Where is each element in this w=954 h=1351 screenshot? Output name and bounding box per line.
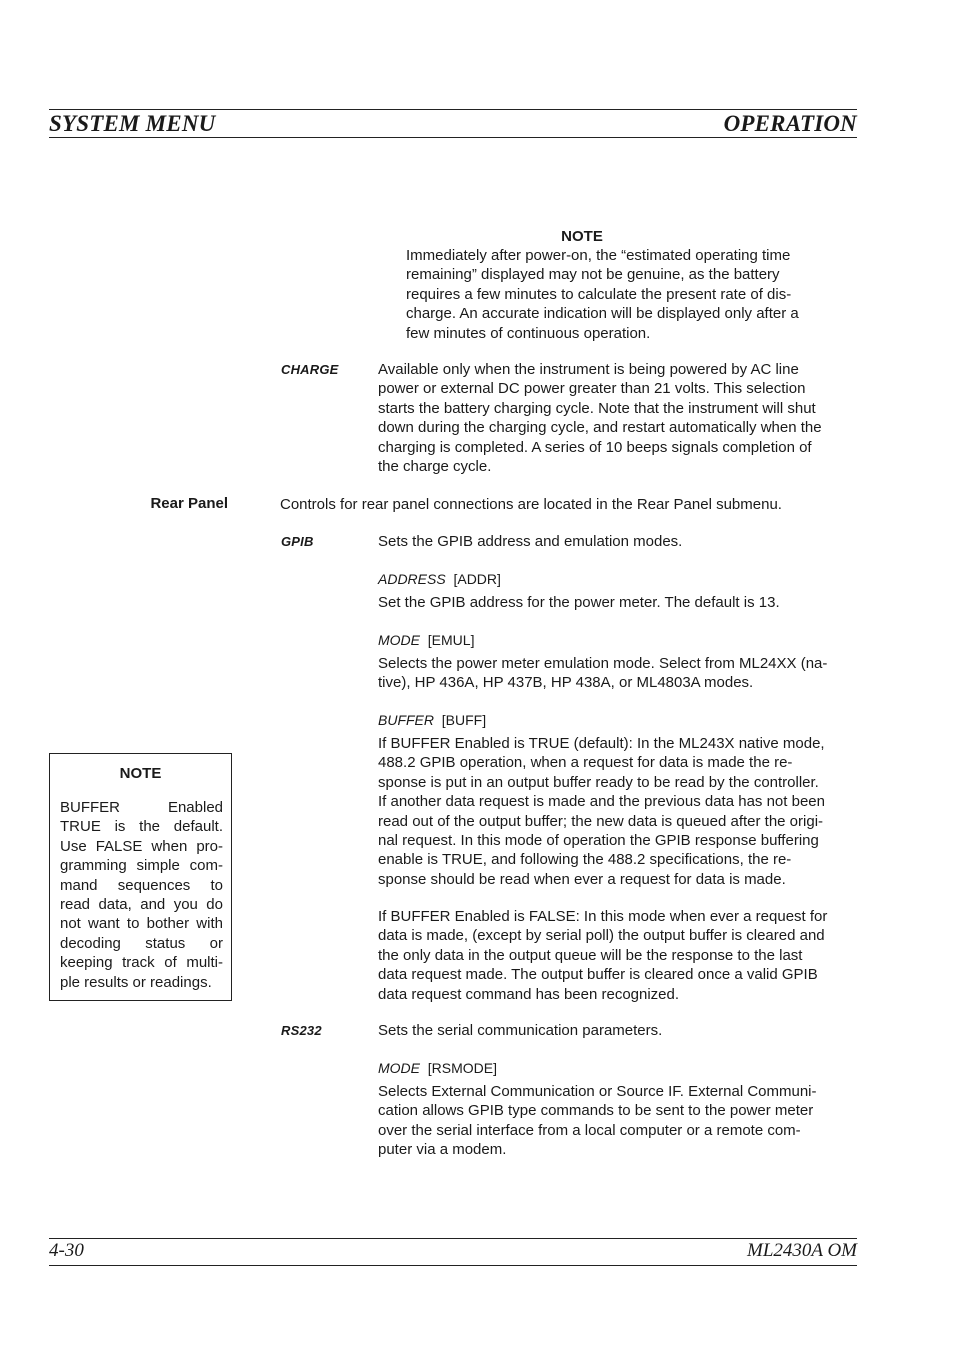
rs232-mode-line: Selects External Communication or Source IF. External Communi- <box>378 1083 817 1100</box>
charge-line: starts the battery charging cycle. Note that the instrument will shut <box>378 399 816 417</box>
gpib-mode-label <box>378 631 474 650</box>
buffer-line: data request command has been recognized. <box>378 985 680 1003</box>
side-note-line: Use FALSE when pro- <box>60 837 223 855</box>
buffer-line: enable is TRUE, and following the 488.2 specifications, the re- <box>378 851 792 869</box>
buffer-line: sponse should be read when ever a request for data is made. <box>378 870 786 888</box>
footer-page-number: 4-30 <box>49 1240 84 1261</box>
charge-line: charging is completed. A series of 10 beeps signals completion of <box>378 438 812 456</box>
header-chapter-title: OPERATION <box>723 111 857 136</box>
gpib-address-label <box>378 570 501 589</box>
rs232-description: Sets the serial communication parameters. <box>378 1022 663 1039</box>
charge-line: down during the charging cycle, and restart automatically when the <box>378 419 822 437</box>
charge-line: Available only when the instrument is being powered by AC line <box>378 361 799 378</box>
gpib-buffer-paragraph-1 <box>378 734 858 889</box>
rear-panel-heading: Rear Panel <box>150 495 228 512</box>
top-note-line: requires a few minutes to calculate the present rate of dis- <box>406 285 792 303</box>
side-note-line: BUFFER Enabled <box>60 799 223 816</box>
top-note-text <box>406 246 856 343</box>
buffer-line: If another data request is made and the previous data has not been <box>378 793 825 811</box>
charge-description <box>378 360 858 476</box>
gpib-term: GPIB <box>281 534 314 549</box>
side-note-box <box>49 753 232 1001</box>
rs232-mode-code: [RSMODE] <box>427 1060 498 1076</box>
buffer-line: the only data in the output queue will be the response to the last <box>378 946 803 964</box>
buffer-line: If BUFFER Enabled is FALSE: In this mode when ever a request for <box>378 908 828 925</box>
side-note-line: ple results or readings. <box>60 973 212 991</box>
buffer-line: data request made. The output buffer is cleared once a valid GPIB <box>378 966 818 984</box>
buffer-line: nal request. In this mode of operation the GPIB response buffering <box>378 832 819 850</box>
gpib-address-text: Set the GPIB address for the power meter. The default is 13. <box>378 594 780 611</box>
rs232-mode-line: cation allows GPIB type commands to be sent to the power meter <box>378 1102 814 1120</box>
gpib-address-code: [ADDR] <box>453 571 501 587</box>
charge-line: the charge cycle. <box>378 458 492 476</box>
side-note-line: TRUE is the default. <box>60 818 223 836</box>
rs232-term: RS232 <box>281 1023 322 1038</box>
header-bottom-rule <box>49 137 857 138</box>
rs232-mode-line: over the serial interface from a local computer or a remote com- <box>378 1121 801 1139</box>
buffer-line: If BUFFER Enabled is TRUE (default): In the ML243X native mode, <box>378 735 825 752</box>
gpib-mode-text <box>378 654 858 693</box>
side-note-title: NOTE <box>119 765 162 782</box>
side-note-line: read data, and you do <box>60 896 223 914</box>
buffer-line: data is made, (except by serial poll) the output buffer is cleared and <box>378 927 825 945</box>
side-note-line: mand sequences to <box>60 876 223 894</box>
buffer-line: 488.2 GPIB operation, when a request for data is made the re- <box>378 754 793 772</box>
header-top-rule <box>49 109 857 110</box>
footer-top-rule <box>49 1238 857 1239</box>
gpib-buffer-code: [BUFF] <box>441 712 487 728</box>
footer-bottom-rule <box>49 1265 857 1266</box>
header-section-title: SYSTEM MENU <box>49 111 216 136</box>
top-note-line: remaining” displayed may not be genuine, as the battery <box>406 266 780 284</box>
charge-line: power or external DC power greater than 21 volts. This selection <box>378 380 806 398</box>
side-note-line: decoding status or <box>60 934 223 952</box>
top-note-line: Immediately after power-on, the “estimated operating time <box>406 247 791 264</box>
side-note-line: not want to bother with <box>60 915 223 933</box>
top-note-line: few minutes of continuous operation. <box>406 324 651 342</box>
side-note-line: keeping track of multi- <box>60 954 223 972</box>
top-note-line: charge. An accurate indication will be displayed only after a <box>406 305 799 323</box>
footer-document-name: ML2430A OM <box>747 1240 857 1261</box>
gpib-buffer-paragraph-2 <box>378 907 858 1004</box>
top-note-title: NOTE <box>561 228 603 245</box>
gpib-address-name: ADDRESS <box>378 571 446 587</box>
buffer-line: sponse is put in an output buffer ready to be read by the controller. <box>378 773 819 791</box>
side-note-line: gramming simple com- <box>60 857 223 875</box>
charge-term: CHARGE <box>281 362 339 377</box>
gpib-buffer-label <box>378 711 486 730</box>
rs232-mode-name: MODE <box>378 1060 420 1076</box>
side-note-text <box>60 798 223 992</box>
rs232-mode-label <box>378 1059 497 1078</box>
gpib-mode-name: MODE <box>378 632 420 648</box>
rear-panel-text: Controls for rear panel connections are located in the Rear Panel submenu. <box>280 496 782 513</box>
rs232-mode-line: puter via a modem. <box>378 1141 507 1159</box>
rs232-mode-text <box>378 1082 858 1160</box>
buffer-line: read out of the output buffer; the new data is queued after the origi- <box>378 812 824 830</box>
gpib-mode-line: tive), HP 436A, HP 437B, HP 438A, or ML4803A modes. <box>378 674 754 692</box>
gpib-mode-code: [EMUL] <box>427 632 475 648</box>
gpib-mode-line: Selects the power meter emulation mode. Select from ML24XX (na- <box>378 655 828 672</box>
gpib-buffer-name: BUFFER <box>378 712 434 728</box>
gpib-description: Sets the GPIB address and emulation modes. <box>378 533 683 550</box>
